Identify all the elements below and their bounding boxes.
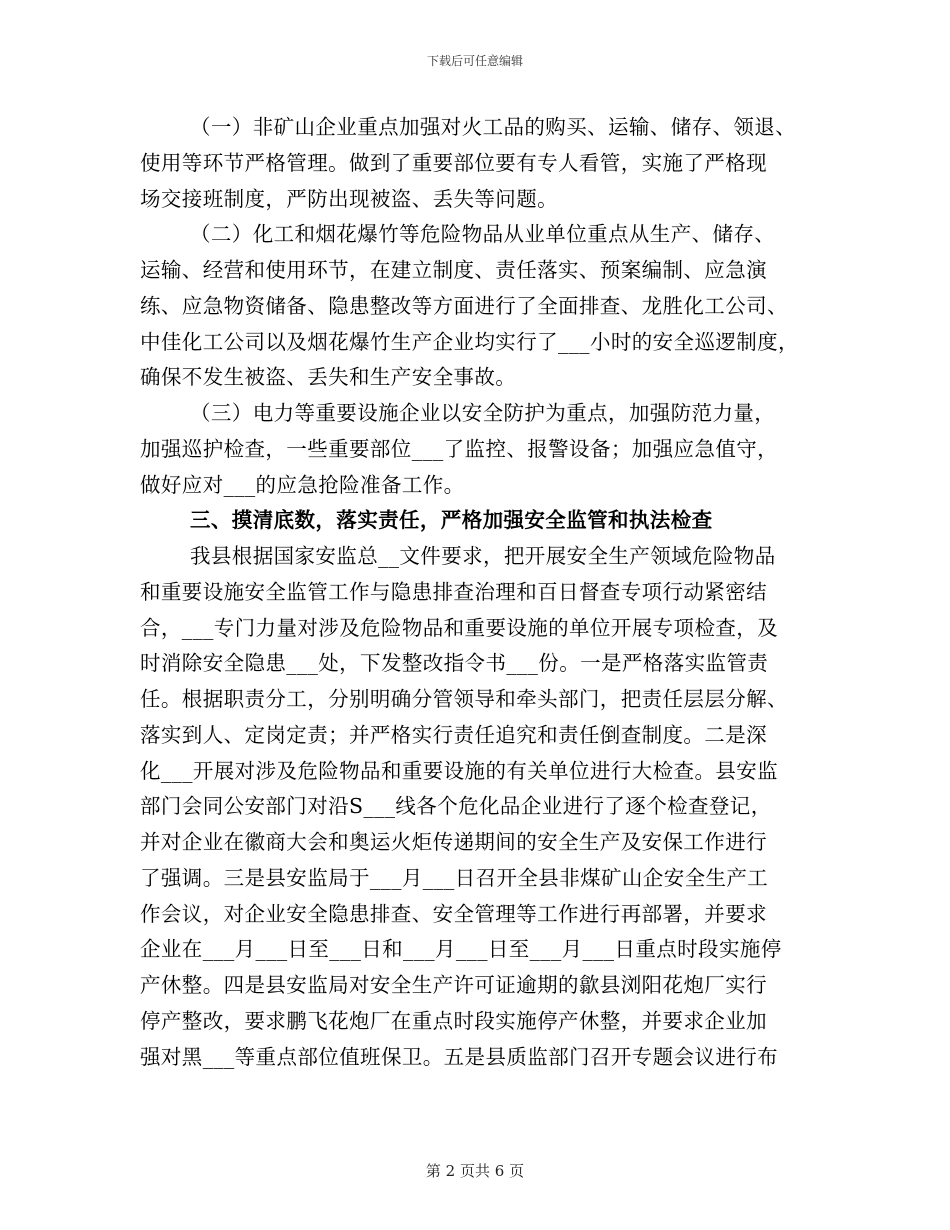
text-line: （三）电力等重要设施企业以安全防护为重点，加强防范力量，: [190, 401, 776, 425]
text-line: 企业在___月___日至___日和___月___日至___月___日重点时段实施停: [140, 937, 782, 962]
text-line: 落实到人、定岗定责；并严格实行责任追究和责任倒查制度。二是深: [140, 722, 767, 747]
text-line: 中佳化工公司以及烟花爆竹生产企业均实行了___小时的安全巡逻制度，: [140, 329, 799, 354]
text-line: 我县根据国家安监总__文件要求，把开展安全生产领域危险物品: [190, 544, 776, 568]
text-line: 加强巡护检查，一些重要部位___了监控、报警设备；加强应急值守，: [140, 436, 779, 461]
text-line: 了强调。三是县安监局于___月___日召开全县非煤矿山企安全生产工: [140, 865, 769, 890]
text-line: 时消除安全隐患___处，下发整改指令书___份。一是严格落实监管责: [140, 651, 769, 676]
text-line: 使用等环节严格管理。做到了重要部位要有专人看管，实施了严格现: [140, 150, 767, 175]
page-header: 下载后可任意编辑: [426, 54, 523, 68]
text-line: 部门会同公安部门对沿S___线各个危化品企业进行了逐个检查登记，: [140, 794, 772, 819]
text-line: 并对企业在徽商大会和奥运火炬传递期间的安全生产及安保工作进行: [140, 830, 767, 854]
text-line: 停产整改，要求鹏飞花炮厂在重点时段实施停产休整，并要求企业加: [140, 1008, 767, 1033]
text-line: 练、应急物资储备、隐患整改等方面进行了全面排查、龙胜化工公司、: [140, 293, 788, 318]
text-line: （一）非矿山企业重点加强对火工品的购买、运输、储存、领退、: [190, 115, 797, 139]
text-line: 做好应对___的应急抢险准备工作。: [140, 472, 465, 497]
page-footer: 第 2 页共 6 页: [425, 1162, 525, 1180]
document-body: [140, 110, 830, 1075]
text-line: 任。根据职责分工，分别明确分管领导和牵头部门，把责任层层分解、: [140, 687, 788, 711]
text-line: 作会议，对企业安全隐患排查、安全管理等工作进行再部署，并要求: [140, 901, 767, 926]
text-line: 场交接班制度，严防出现被盗、丢失等问题。: [140, 186, 558, 211]
text-line: 运输、经营和使用环节，在建立制度、责任落实、预案编制、应急演: [140, 258, 767, 282]
text-line: 确保不发生被盗、丢失和生产安全事故。: [140, 365, 517, 390]
text-line: 和重要设施安全监管工作与隐患排查治理和百日督查专项行动紧密结: [140, 579, 767, 604]
section-heading: 三、摸清底数，落实责任，严格加强安全监管和执法检查: [190, 508, 713, 533]
text-line: 产休整。四是县安监局对安全生产许可证逾期的歙县浏阳花炮厂实行: [140, 973, 767, 997]
text-line: 化___开展对涉及危险物品和重要设施的有关单位进行大检查。县安监: [140, 758, 779, 783]
text-line: 强对黑___等重点部位值班保卫。五是县质监部门召开专题会议进行布: [140, 1044, 779, 1069]
text-line: （二）化工和烟花爆竹等危险物品从业单位重点从生产、储存、: [190, 222, 776, 247]
text-line: 合，___专门力量对涉及危险物品和重要设施的单位开展专项检查，及: [140, 615, 779, 640]
